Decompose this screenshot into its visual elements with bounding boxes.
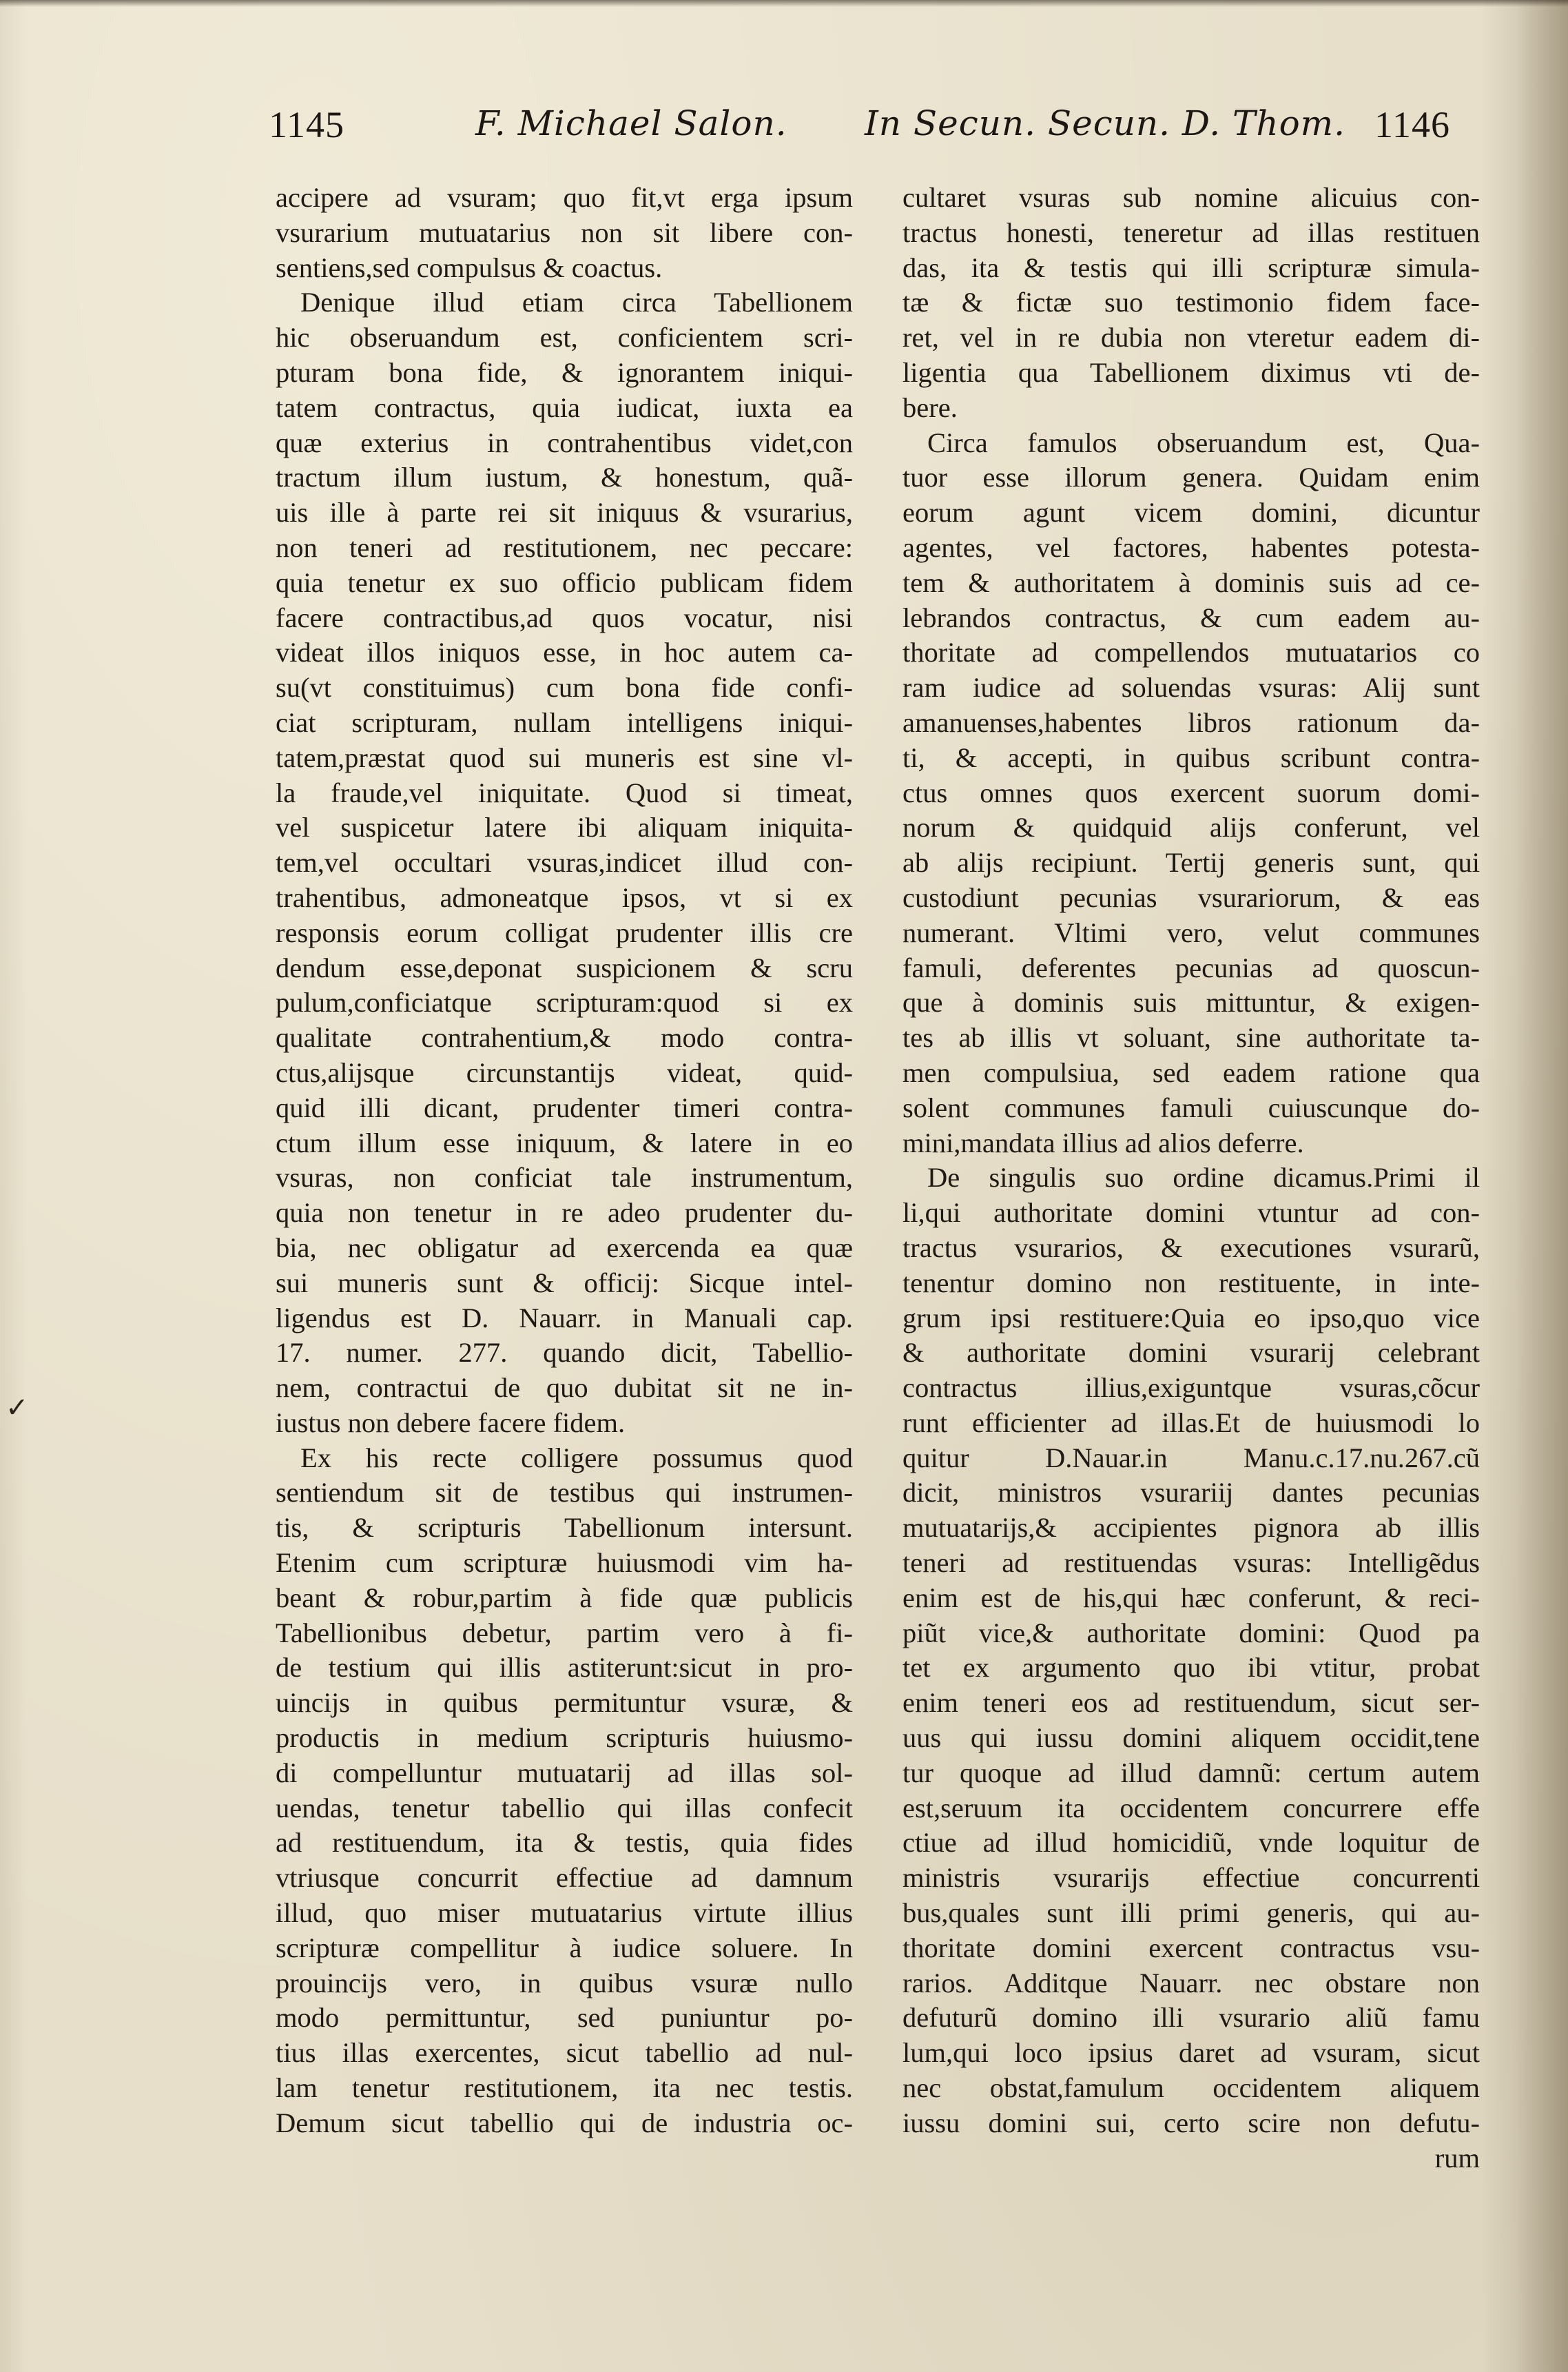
text-line: pturam bona fide, & ignorantem iniqui- <box>276 356 853 388</box>
text-line: tæ & fictæ suo testimonio fidem face- <box>902 287 1480 318</box>
text-line: su(vt constituimus) cum bona fide confi- <box>276 672 853 704</box>
text-line: di compelluntur mutuatarij ad illas sol- <box>276 1757 853 1788</box>
text-line: quia non tenetur in re adeo prudenter du- <box>276 1197 853 1229</box>
text-line: non teneri ad restitutionem, nec peccare: <box>276 531 853 563</box>
text-line: pulum,conficiatque scripturam:quod si ex <box>276 987 853 1019</box>
text-line: Denique illud etiam circa Tabellionem <box>300 287 853 318</box>
text-line: tet ex argumento quo ibi vtitur, probat <box>902 1652 1480 1684</box>
text-line: contractus illius,exiguntque vsuras,cõcur <box>902 1372 1480 1404</box>
text-line: sentiendum sit de testibus qui instrumen- <box>276 1477 853 1509</box>
text-line: sentiens,sed compulsus & coactus. <box>276 252 663 283</box>
page-top-edge <box>0 0 1568 7</box>
text-line: sui muneris sunt & officij: Sicque intel- <box>276 1267 853 1298</box>
text-line: ad restituendum, ita & testis, quia fides <box>276 1827 853 1859</box>
text-line: ret, vel in re dubia non vteretur eadem di- <box>902 322 1480 354</box>
text-line: Demum sicut tabellio qui de industria oc- <box>276 2107 853 2138</box>
text-line: uincijs in quibus permituntur vsuræ, & <box>276 1687 853 1719</box>
text-line: dicit, ministros vsurariij dantes pecunias <box>902 1477 1480 1509</box>
text-line: bere. <box>902 391 958 423</box>
text-line: ctus omnes quos exercent suorum domi- <box>902 777 1480 808</box>
text-line: enim teneri eos ad restituendum, sicut ser- <box>902 1687 1480 1719</box>
text-line: la fraude,vel iniquitate. Quod si timeat, <box>276 777 853 808</box>
text-line: productis in medium scripturis huiusmo- <box>276 1722 853 1754</box>
text-line: lam tenetur restitutionem, ita nec testis. <box>276 2072 853 2104</box>
text-line: tractus honesti, teneretur ad illas restituen <box>902 216 1480 248</box>
text-line: Circa famulos obseruandum est, Qua- <box>927 427 1480 458</box>
margin-mark: ✓ <box>6 1392 29 1424</box>
text-line: tem & authoritatem à dominis suis ad ce- <box>902 566 1480 598</box>
text-line: Ex his recte colligere possumus quod <box>300 1442 853 1473</box>
text-line: tur quoque ad illud damnũ: certum autem <box>902 1757 1480 1788</box>
text-line: agentes, vel factores, habentes potesta- <box>902 531 1480 563</box>
text-line: numerant. Vltimi vero, velut communes <box>902 917 1480 948</box>
text-line: facere contractibus,ad quos vocatur, nisi <box>276 602 853 633</box>
text-line: videat illos iniquos esse, in hoc autem ca- <box>276 637 853 668</box>
text-line: lebrandos contractus, & cum eadem au- <box>902 602 1480 633</box>
text-line: uendas, tenetur tabellio qui illas confecit <box>276 1792 853 1823</box>
text-line: dendum esse,deponat suspicionem & scru <box>276 952 853 983</box>
text-line: scripturæ compellitur à iudice soluere. In <box>276 1932 853 1963</box>
text-line: famuli, deferentes pecunias ad quoscun- <box>902 952 1480 983</box>
text-line: grum ipsi restituere:Quia eo ipso,quo vice <box>902 1302 1480 1333</box>
text-line: thoritate domini exercent contractus vsu- <box>902 1932 1480 1963</box>
text-line: thoritate ad compellendos mutuatarios co <box>902 637 1480 668</box>
text-line: ti, & accepti, in quibus scribunt contra- <box>902 742 1480 773</box>
text-column-right <box>902 181 1480 2176</box>
text-line: quæ exterius in contrahentibus videt,con <box>276 427 853 458</box>
text-line: ctus,alijsque circunstantijs videat, quid- <box>276 1056 853 1088</box>
running-title-right: In Secun. Secun. D. Thom. <box>865 103 1345 143</box>
text-line: prouincijs vero, in quibus vsuræ nullo <box>276 1967 853 1998</box>
text-line: 17. numer. 277. quando dicit, Tabellio- <box>276 1337 853 1369</box>
text-line: que à dominis suis mittuntur, & exigen- <box>902 987 1480 1019</box>
text-line: tractus vsurarios, & executiones vsurarũ, <box>902 1231 1480 1263</box>
text-line: De singulis suo ordine dicamus.Primi il <box>927 1162 1480 1194</box>
page-edge-shadow <box>1481 0 1568 2372</box>
text-line: nem, contractui de quo dubitat sit ne in- <box>276 1372 853 1404</box>
text-line: ligentia qua Tabellionem diximus vti de- <box>902 356 1480 388</box>
text-line: tes ab illis vt soluant, sine authoritate ta- <box>902 1022 1480 1054</box>
text-line: iustus non debere facere fidem. <box>276 1407 626 1438</box>
text-line: mini,mandata illius ad alios deferre. <box>902 1127 1304 1158</box>
text-line: cultaret vsuras sub nomine alicuius con- <box>902 182 1480 213</box>
text-line: tractum illum iustum, & honestum, quã- <box>276 462 853 493</box>
text-line: Etenim cum scripturæ huiusmodi vim ha- <box>276 1547 853 1579</box>
text-line: tuor esse illorum genera. Quidam enim <box>902 462 1480 493</box>
text-line: tatem,præstat quod sui muneris est sine vl- <box>276 742 853 773</box>
page-number-right: 1146 <box>1374 104 1450 145</box>
text-line: hic obseruandum est, conficientem scri- <box>276 322 853 354</box>
text-line: rarios. Additque Nauarr. nec obstare non <box>902 1967 1480 1998</box>
text-line: amanuenses,habentes libros rationum da- <box>902 706 1480 738</box>
text-line: piũt vice,& authoritate domini: Quod pa <box>902 1617 1480 1648</box>
running-header <box>0 103 1568 165</box>
text-line: das, ita & testis qui illi scripturæ simula- <box>902 252 1480 283</box>
catchword: rum <box>1434 2142 1480 2174</box>
text-line: custodiunt pecunias vsurariorum, & eas <box>902 881 1480 913</box>
text-line: vtriusque concurrit effectiue ad damnum <box>276 1862 853 1894</box>
text-line: tatem contractus, quia iudicat, iuxta ea <box>276 391 853 423</box>
text-line: solent communes famuli cuiuscunque do- <box>902 1092 1480 1123</box>
text-line: ram iudice ad soluendas vsuras: Alij sunt <box>902 672 1480 704</box>
text-line: ligendus est D. Nauarr. in Manuali cap. <box>276 1302 853 1333</box>
text-line: quitur D.Nauar.in Manu.c.17.nu.267.cũ <box>902 1442 1480 1473</box>
text-line: ab alijs recipiunt. Tertij generis sunt, qui <box>902 847 1480 879</box>
text-line: bus,quales sunt illi primi generis, qui au- <box>902 1897 1480 1929</box>
text-line: ministris vsurarijs effectiue concurrenti <box>902 1862 1480 1894</box>
text-line: tis, & scripturis Tabellionum intersunt. <box>276 1512 853 1544</box>
text-line: li,qui authoritate domini vtuntur ad con- <box>902 1197 1480 1229</box>
text-line: quia tenetur ex suo officio publicam fidem <box>276 566 853 598</box>
text-line: tius illas exercentes, sicut tabellio ad nul- <box>276 2037 853 2069</box>
text-line: est,seruum ita occidentem concurrere effe <box>902 1792 1480 1823</box>
text-line: Tabellionibus debetur, partim vero à fi- <box>276 1617 853 1648</box>
text-line: uus qui iussu domini aliquem occidit,tene <box>902 1722 1480 1754</box>
text-line: ctum illum esse iniquum, & latere in eo <box>276 1127 853 1158</box>
text-line: modo permittuntur, sed puniuntur po- <box>276 2002 853 2034</box>
text-line: accipere ad vsuram; quo fit,vt erga ipsum <box>276 182 853 213</box>
text-line: quid illi dicant, prudenter timeri contra- <box>276 1092 853 1123</box>
text-line: ctiue ad illud homicidiũ, vnde loquitur de <box>902 1827 1480 1859</box>
text-line: vel suspicetur latere ibi aliquam iniquita- <box>276 812 853 844</box>
text-line: bia, nec obligatur ad exercenda ea quæ <box>276 1231 853 1263</box>
text-line: eorum agunt vicem domini, dicuntur <box>902 497 1480 529</box>
text-line: nec obstat,famulum occidentem aliquem <box>902 2072 1480 2104</box>
text-line: trahentibus, admoneatque ipsos, vt si ex <box>276 881 853 913</box>
text-line: illud, quo miser mutuatarius virtute illius <box>276 1897 853 1929</box>
text-line: mutuatarijs,& accipientes pignora ab illis <box>902 1512 1480 1544</box>
text-line: enim est de his,qui hæc conferunt, & reci- <box>902 1582 1480 1613</box>
text-column-left <box>276 181 853 2141</box>
text-line: norum & quidquid alijs conferunt, vel <box>902 812 1480 844</box>
text-line: vsuras, non conficiat tale instrumentum, <box>276 1162 853 1194</box>
text-line: tem,vel occultari vsuras,indicet illud con- <box>276 847 853 879</box>
text-line: iussu domini sui, certo scire non defutu- <box>902 2107 1480 2138</box>
text-line: uis ille à parte rei sit iniquus & vsurarius, <box>276 497 853 529</box>
text-line: vsurarium mutuatarius non sit libere con- <box>276 216 853 248</box>
text-line: qualitate contrahentium,& modo contra- <box>276 1022 853 1054</box>
text-line: teneri ad restituendas vsuras: Intelligẽdus <box>902 1547 1480 1579</box>
text-line: runt efficienter ad illas.Et de huiusmodi lo <box>902 1407 1480 1438</box>
text-line: ciat scripturam, nullam intelligens iniqui- <box>276 706 853 738</box>
text-line: responsis eorum colligat prudenter illis cre <box>276 917 853 948</box>
text-line: defuturũ domino illi vsurario aliũ famu <box>902 2002 1480 2034</box>
text-line: lum,qui loco ipsius daret ad vsuram, sicut <box>902 2037 1480 2069</box>
page-number-left: 1145 <box>269 104 344 145</box>
text-line: tenentur domino non restituente, in inte- <box>902 1267 1480 1298</box>
running-title-left: F. Michael Salon. <box>475 103 787 143</box>
text-line: men compulsiua, sed eadem ratione qua <box>902 1056 1480 1088</box>
text-line: de testium qui illis astiterunt:sicut in pro- <box>276 1652 853 1684</box>
text-line: beant & robur,partim à fide quæ publicis <box>276 1582 853 1613</box>
text-line: & authoritate domini vsurarij celebrant <box>902 1337 1480 1369</box>
